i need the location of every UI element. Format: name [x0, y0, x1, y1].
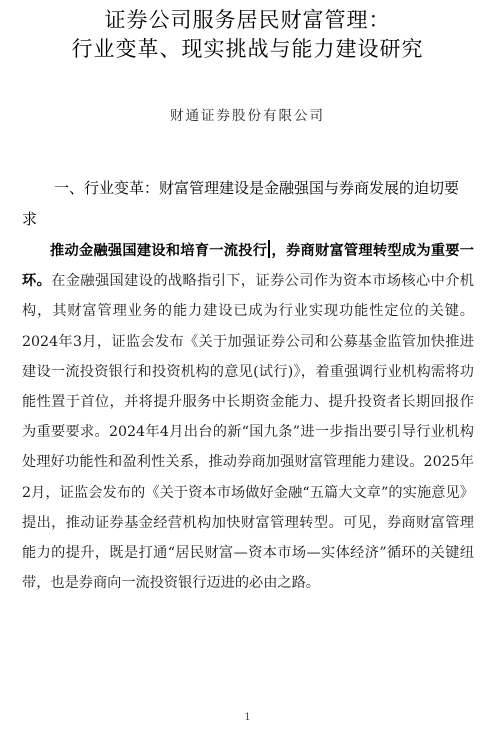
document-title-line2: 行业变革、现实挑战与能力建设研究: [71, 37, 424, 61]
document-title-line1: 证券公司服务居民财富管理：: [104, 8, 391, 32]
paragraph-lead-bold-part2: ，券商财富管理转型成为重要一环。: [22, 243, 474, 290]
section-heading: 一、行业变革：财富管理建设是金融强国与券商发展的迫切要求: [22, 179, 460, 228]
paragraph-body-text: 在金融强国建设的战略指引下，证券公司作为资本市场核心中介机构，其财富管理业务的能力建设已成为行业实现功能性定位的关键。2024年3月，证监会发布《关于加强证券公司和公募基金监管加快推进建设一流投资银行和投资机构的意见(试行)》，着重强调行业机构需将功能性置于首位，并将提升服务中长期资金能力、提升投资者长期回报作为重要要求。2024年4月出台的新“国九条”进一步指出要引导行业机构处理好功能性和盈利性关系，推动券商加强财富管理能力建设。2025年2月，证监会发布的《关于资本市场做好金融“五篇大文章”的实施意见》提出，推动证券基金经营机构加快财富管理转型。可见，券商财富管理能力的提升，既是打通“居民财富—资本市场—实体经济”循环的关键纽带，也是券商向一流投资银行迈进的必由之路。: [22, 273, 474, 592]
body-paragraph: [22, 236, 474, 598]
company-name: 财通证券股份有限公司: [170, 108, 325, 124]
paragraph-lead-bold-part1: 推动金融强国建设和培育一流投行: [50, 243, 268, 259]
text-cursor[interactable]: [268, 240, 270, 258]
page-number: 1: [244, 712, 251, 723]
